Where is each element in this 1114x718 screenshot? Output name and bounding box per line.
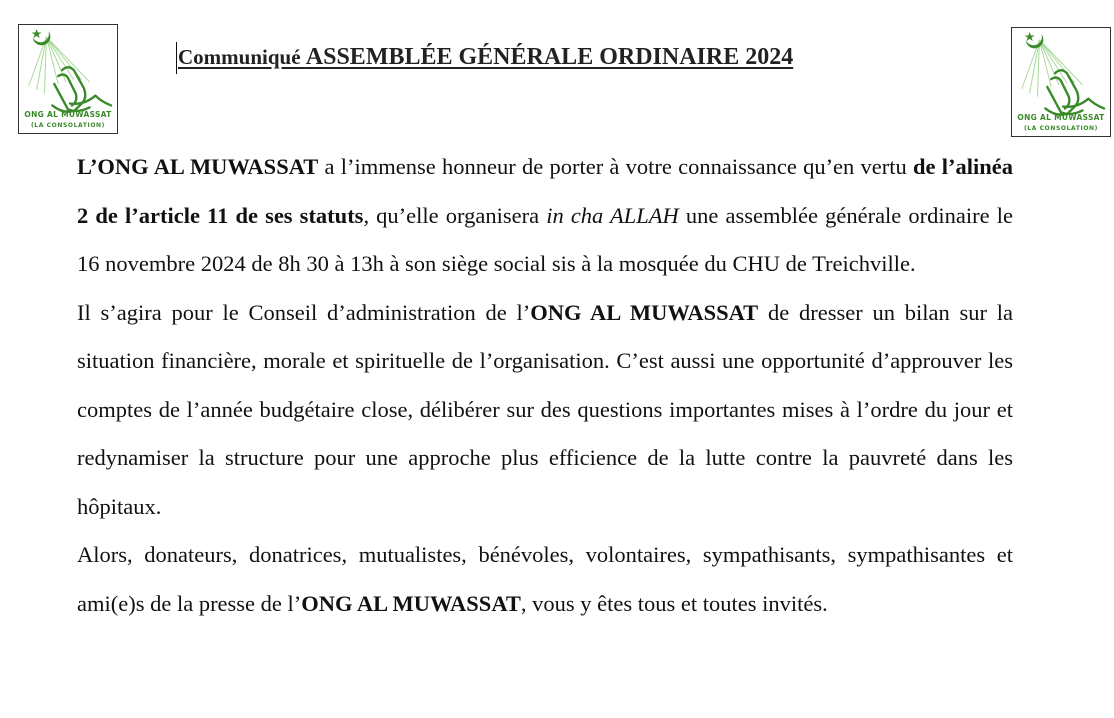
para2-text1: Il s’agira pour le Conseil d’administration de l’ (77, 299, 531, 325)
paragraph-3 (77, 531, 1013, 628)
paragraph-1 (77, 143, 1013, 289)
logo-name: ONG AL MUWASSAT (24, 110, 112, 119)
logo-subtitle: (LA CONSOLATION) (1023, 125, 1099, 132)
logo-subtitle: (LA CONSOLATION) (30, 122, 106, 129)
para1-text3: une assemblée générale ordinaire le 16 novembre 2024 de 8h 30 à 13h à son siège social sis à la mosquée du CHU de Treichville. (77, 202, 1013, 276)
para3-text1: Alors, donateurs, donatrices, mutualistes, bénévoles, volontaires, sympathisants, sympathisantes et ami(e)s de la presse de l’ (77, 542, 1013, 616)
statute-reference: de l’alinéa 2 de l’article 11 de ses statuts (77, 154, 1014, 228)
logo-right (1011, 27, 1111, 137)
logo-left (18, 24, 118, 134)
title-part2: ASSEMBLÉE GÉNÉRALE ORDINAIRE 2024 (305, 44, 794, 70)
title-part1: Communiqué (178, 45, 306, 69)
para3-text2: , vous y êtes tous et toutes invités. (520, 590, 828, 616)
paragraph-2 (77, 289, 1013, 532)
org-name: L’ONG AL MUWASSAT (77, 154, 319, 179)
org-name: ONG AL MUWASSAT (530, 299, 759, 325)
para1-text2: , qu’elle organisera (363, 202, 547, 228)
para2-text2: de dresser un bilan sur la situation financière, morale et spirituelle de l’organisation. C’est aussi une opportunité d’approuver les comptes de l’année budgétaire close, délibérer sur des questions importantes mises à l’ordre du jour et redynamiser la structure pour une approche plus efficience de la lutte contre la pauvreté dans les hôpitaux. (77, 299, 1013, 519)
inshallah-phrase: in cha ALLAH (546, 202, 679, 228)
para1-text1: a l’immense honneur de porter à votre connaissance qu’en vertu (318, 154, 914, 179)
star-icon (1025, 32, 1035, 41)
logo-name: ONG AL MUWASSAT (1017, 113, 1105, 122)
title-wrap (176, 42, 793, 74)
org-name: ONG AL MUWASSAT (301, 590, 521, 616)
star-icon (32, 29, 42, 38)
page-title (178, 42, 793, 72)
communique-body (77, 143, 1013, 628)
